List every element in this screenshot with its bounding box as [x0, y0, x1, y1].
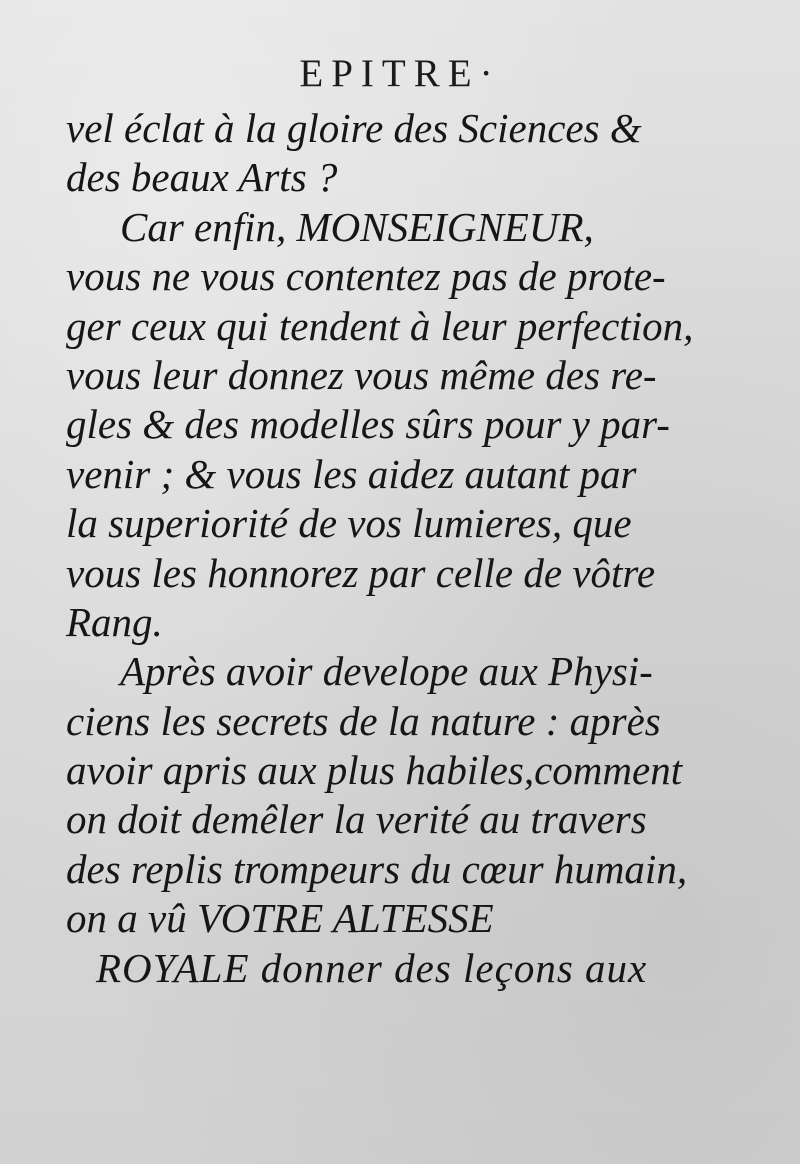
text-line: venir ; & vous les aidez autant par [66, 450, 637, 497]
body-text [66, 104, 706, 993]
text-line: Car enfin, MONSEIGNEUR, [120, 203, 594, 250]
text-line: la superiorité de vos lumieres, que [66, 500, 632, 547]
text-line: Après avoir develope aux Physi- [120, 648, 653, 695]
text-line: vous ne vous contentez pas de prote- [66, 253, 666, 300]
text-line: vous leur donnez vous même des re- [66, 351, 657, 398]
text-line: gles & des modelles sûrs pour y par- [66, 401, 670, 448]
text-line: on a vû VOTRE ALTESSE [66, 895, 494, 942]
text-line: avoir apris aux plus habiles,comment [66, 747, 683, 794]
text-line: des beaux Arts ? [66, 154, 338, 201]
text-line: vous les honnorez par celle de vôtre [66, 549, 656, 596]
text-line: des replis trompeurs du cœur humain, [66, 845, 688, 892]
text-line: ROYALE donner des leçons aux [96, 944, 648, 991]
text-line: Rang. [66, 598, 163, 645]
text-line: ciens les secrets de la nature : après [66, 697, 661, 744]
text-line: vel éclat à la gloire des Sciences & [66, 105, 642, 151]
running-title: EPITRE· [299, 52, 501, 95]
text-line: ger ceux qui tendent à leur perfection, [66, 302, 694, 349]
text-line: on doit demêler la verité au travers [66, 796, 647, 843]
